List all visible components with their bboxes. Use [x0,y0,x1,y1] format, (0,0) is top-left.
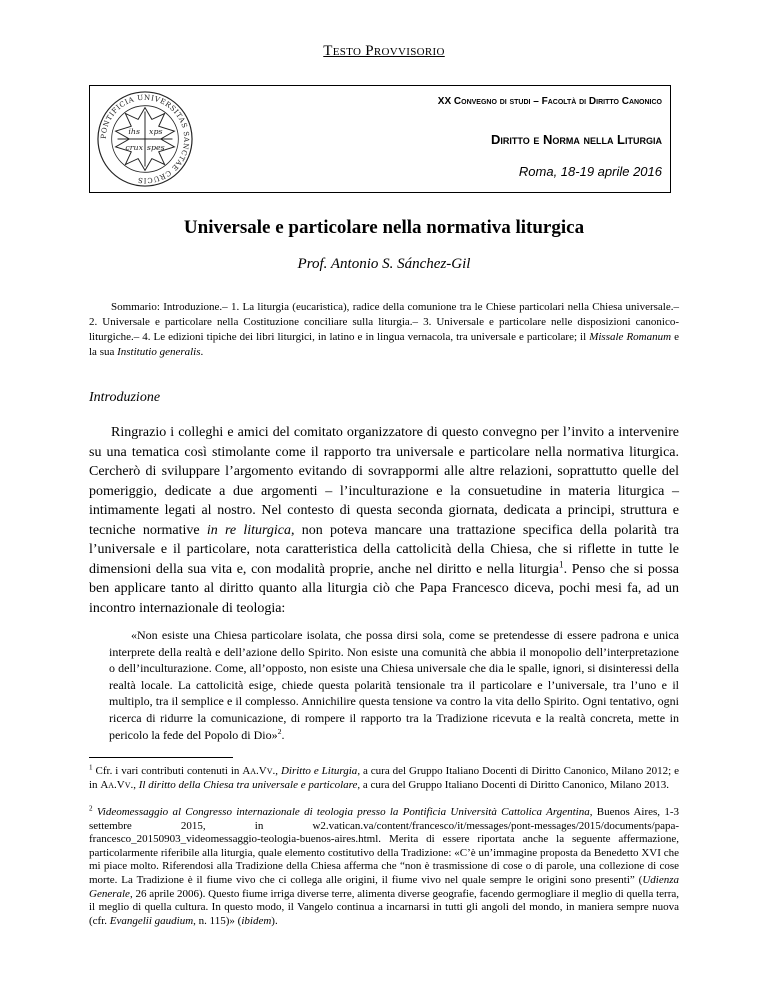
section-heading: Introduzione [89,390,161,405]
footnote-1: $^1$ Cfr. i vari contributi contenuti in Aa.Vv., Diritto e Liturgia, a cura del Gruppo Italiano Docenti di Diritto Canonico, Milano 2012; e in Aa.Vv., Il diritto della Chiesa tra universale e particolare, a cura del Gruppo Italiano Docenti di Diritto Canonico, Milano 2013. [89,763,679,791]
summary-paragraph: Sommario: Introduzione.– 1. La liturgia (eucaristica), radice della comunione tra le Chiese particolari nella Chiesa universale.– 2. Universale e particolare nella Costituzione conciliare sulla liturgia.– 3. Universale e particolare nelle disposizioni canonico-liturgiche.– 4. Le edizioni tipiche dei libri liturgici, in latino e in lingua vernacola, tra universale e particolare; il Missale Romanum e la sua Institutio generalis. [89,301,679,358]
paper-title: Universale e particolare nella normativa liturgica [183,217,585,238]
conference-banner [89,85,671,193]
footnote-2: $^2$ Videomessaggio al Congresso internazionale di teologia presso la Pontificia Università Cattolica Argentina, Buenos Aires, 1-3 settembre 2015, in w2.vatican.va/content/francesco/it/messages/pont-messages/2015/documents/papa-francesco_20150903_videomessaggio-teologia-buenos-aires.html. Merita di essere riportata anche la seguente affermazione, particolarmente riferibile alla liturgia, quale elemento costitutivo della Tradizione: «C’è un’immagine proposta da Benedetto XVI che mi piace molto. Riferendosi alla Tradizione della Chiesa afferma che “non è trasmissione di cose o di parole, una collezione di cose morte. La Tradizione è il fiume vivo che ci collega alle origini, il fiume vivo nel quale sempre le origini sono presenti” (Udienza Generale, 26 aprile 2006). Questo fiume irriga diverse terre, alimenta diverse geografie, facendo germogliare il meglio di quella terra, il meglio di quella cultura. In questo modo, il Vangelo continua a incarnarsi in tutti gli angoli del mondo, in maniera sempre nuova (cfr. Evangelii gaudium, n. 115)» (ibidem). [89,804,680,927]
footnote-divider [89,757,233,758]
block-quote: «Non esiste una Chiesa particolare isolata, che possa dirsi sola, come se pretendesse di essere padrona e unica interprete della realtà e dell’azione dello Spirito. Non esiste una comunità che abbia il monopolio dell’interpretazione o dell’inculturazione. Come, all’opposto, non esiste una Chiesa universale che dia le spalle, ignori, si disinteressi della realtà locale. La cattolicità esige, chiede questa polarità tensionale tra il particolare e l’universale, tra l’uno e il multiplo, tra il semplice e il complesso. Annichilire questa tensione va contro la vita dello Spirito. Ogni tentativo, ogni ricerca di ridurre la comunicazione, di rompere il rapporto tra la Tradizione ricevuta e la realtà concreta, mette in pericolo la fede del Popolo di Dio»$^2$. [109,628,679,742]
paper-author: Prof. Antonio S. Sánchez-Gil [297,256,471,272]
footnote-ref-2[interactable]: 2 [277,726,282,736]
seal-word-1: ihs [128,127,141,137]
provisional-text-header: Testo Provvisorio [323,43,445,59]
university-seal-icon [96,90,194,188]
seal-word-3: crux [125,142,144,152]
body-paragraph: Ringrazio i colleghi e amici del comitato organizzatore di questo convegno per l’invito a intervenire su una tematica così stimolante come il rapporto tra universale e particolare nella normativa liturgica. Cercherò di sviluppare l’argomento evitando di sovrappormi alle altre relazioni, soprattutto quelle del pomeriggio, dedicate a due argomenti – l’inculturazione e la consuetudine in materia liturgica – intimamente legati al nostro. Nel contesto di questa seconda giornata, dedicata a principi, struttura e tecniche normative in re liturgica, non poteva mancare una trattazione specifica della polarità tra l’universale e il particolare, nota caratteristica della cattolicità della Chiesa, che si riflette in tutte le dimensioni della sua vita e, con modalità proprie, anche nel diritto e nella liturgia$^1$. Penso che si possa ben applicare tanto al diritto quanto alla liturgia ciò che Papa Francesco diceva, pochi mesi fa, ad un incontro internazionale di teologia: [89,425,680,616]
conference-theme: Diritto e Norma nella Liturgia [491,132,662,147]
seal-ring-text: PONTIFICIA UNIVERSITAS SANCTAE CRUCIS [98,92,192,186]
footnote-ref-1[interactable]: 1 [559,558,564,569]
conference-place-date: Roma, 18-19 aprile 2016 [518,164,662,179]
seal-word-2: xps [149,127,163,137]
seal-word-4: spes [146,142,165,152]
conference-edition: XX Convegno di studi – Facoltà di Diritto Canonico [437,96,662,107]
